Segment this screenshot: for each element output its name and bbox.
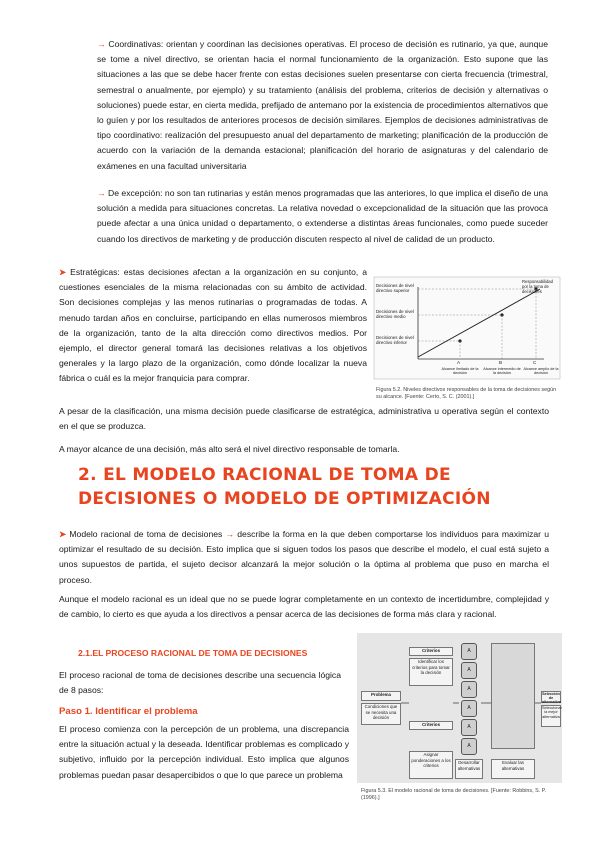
modelo-text: describe la forma en la que deben comportarse los individuos para maximizar u optimizar el resultado de su decisión. Esto implica que si siguen todos los pasos que describe el modelo, el cual está sujeto a unos supuestos de partida, el sujeto decisor alcanzará la mejor solución o la óptima al problema que puso en marcha el proceso. (59, 529, 549, 585)
figure-caption: Figura 5.2. Niveles directivos responsables de la toma de decisiones según su alcance. [Fuente: Certo, S. C. (2001).] (376, 387, 557, 400)
modelo-paragraph (59, 527, 549, 588)
arrow-icon: → (97, 188, 106, 198)
alternative-a5: A (461, 719, 477, 736)
desarrollar-box: Desarrollar alternativas (455, 759, 483, 779)
excepcion-text: no son tan rutinarias y están menos programadas que las anteriores, lo que implica el diseño de una solución a medida para situaciones concretas. La relativa novedad o excepcionalidad de la situación que las provoca puede afectar a una única unidad o departamento, o extenderse a distintas áreas funcionales, como puede suceder cuando los directivos de marketing y de producción discuten respecto al nivel de calidad de un producto. (97, 188, 548, 244)
label-point-b: B (499, 360, 503, 365)
arrow-icon: → (97, 39, 106, 49)
label-responsabilidad: Responsabilidad por la toma de decisiones (522, 279, 553, 294)
label-alcance-a: Alcance limitado de la decisión (441, 367, 479, 376)
excepcion-label: De excepción: (108, 188, 163, 198)
label-alcance-c: Alcance amplio de la decisión (523, 367, 559, 376)
paragraph-clasificacion (59, 404, 549, 434)
modelo-label: Modelo racional de toma de decisiones (69, 529, 223, 539)
estrategicas-text: estas decisiones afectan a la organización en su conjunto, a cuestiones esenciales de la misma relacionadas con su ámbito de actividad. Son decisiones complejas y las menos rutinarias o programadas de todas. A menudo tardan años en concluirse, participando en ellas numerosos miembros de la organización, tanto de la alta dirección como directivos medios. Por ejemplo, el director general tomará las decisiones relativas a los objetivos generales y la largo plazo de la organización, como dónde localizar la nueva fábrica o cuál es la mejor franquicia para comprar. (59, 267, 367, 384)
para5-text: El proceso comienza con la percepción de un problema, una discrepancia entre la situación actual y la deseada. Identificar problemas es complicado y subjetivo, influido por la percepción individual. Esto implica que algunos problemas puedan pasar desapercibidos o que lo que parece un problema (59, 724, 349, 780)
evaluar-box: Evaluar las alternativas (491, 759, 535, 779)
paragraph-alcance (59, 442, 549, 457)
para4-text: El proceso racional de toma de decisiones describe una secuencia lógica de 8 pasos: (59, 670, 341, 696)
alternative-a1: A (461, 643, 477, 660)
para3-text: Aunque el modelo racional es un ideal que no se puede lograr completamente en un contexto de incertidumbre, complejidad y de cambio, lo cierto es que ayuda a los directivos a pensar acerca de las decisiones de forma más clara y racional. (59, 594, 549, 620)
triangle-bullet-icon: ➤ (59, 267, 67, 277)
label-superior: Decisiones de nivel directivo superior (376, 283, 414, 293)
seleccion-box: Selección de alternativa (542, 692, 561, 704)
paragraph-paso1 (59, 722, 349, 783)
label-point-a: A (457, 360, 461, 365)
subsection-title: 2.1.EL PROCESO RACIONAL DE TOMA DE DECISIONES (78, 648, 308, 658)
label-inferior: Decisiones de nivel directivo inferior (376, 335, 414, 345)
estrategicas-label: Estratégicas: (70, 267, 120, 277)
criterios2-box: Criterios (409, 721, 453, 730)
paragraph-aunque (59, 592, 549, 622)
para2-text: A mayor alcance de una decisión, más alto será el nivel directivo responsable de tomarla. (59, 444, 400, 454)
arrow-icon: → (225, 529, 235, 539)
figure-rational-model (357, 633, 562, 803)
figure-caption: Figura 5.3. El modelo racional de toma de decisiones. [Fuente: Robbins, S. P. (1996).] (361, 788, 547, 801)
para1-text: A pesar de la clasificación, una misma decisión puede clasificarse de estratégica, administrativa u operativa según el contexto en el que se produzca. (59, 406, 549, 432)
coordinativas-text: orientan y coordinan las decisiones operativas. El proceso de decisión es rutinario, ya que, aunque se tome a nivel directivo, se orientan hacia el normal funcionamiento de la organización. Esto supone que las situaciones a las que se debe hacer frente con estas decisiones suelen presentarse con cierta frecuencia (trimestral, semestral o anualmente, por ejemplo) y su tratamiento (análisis del problema, criterios de decisión y alternativas o soluciones) puede estar, en cierta medida, prefijado de antemano por la existencia de procedimientos alternativos que lo guíen y por los resultados de anteriores procesos de decisión similares. Ejemplos de decisiones administrativas de tipo coordinativo: realización del presupuesto anual del departamento de marketing; planificación de la producción de acuerdo con la variación de la demanda estacional; planificación del horario de asignaturas y del calendario de exámenes en una facultad universitaria (97, 39, 548, 171)
label-medio: Decisiones de nivel directivo medio (376, 309, 414, 319)
seleccionar-box: Seleccionar la mejor alternativa (541, 705, 561, 727)
coordinativas-label: Coordinativas: (108, 39, 164, 49)
label-alcance-b: Alcance intermedio de la decisión (483, 367, 521, 376)
coordinativas-paragraph (97, 37, 548, 174)
triangle-bullet-icon: ➤ (59, 529, 67, 539)
alternative-a4: A (461, 700, 477, 717)
estrategicas-paragraph (59, 265, 367, 387)
condiciones-box: Condiciones que se necesita una decisión (361, 703, 401, 725)
alternative-a6: A (461, 738, 477, 755)
asignar-box: Asignar ponderaciones a los criterios (409, 751, 453, 779)
section-title: 2. EL MODELO RACIONAL DE TOMA DE DECISIONES O MODELO DE OPTIMIZACIÓN (78, 465, 491, 509)
label-point-c: C (533, 360, 537, 365)
identificar-box: Identificar los criterios para tomar la decisión (409, 658, 453, 686)
paso1-title: Paso 1. Identificar el problema (59, 706, 198, 717)
paragraph-secuencia (59, 668, 341, 698)
figure-decision-levels (372, 275, 562, 405)
alternative-a2: A (461, 662, 477, 679)
criterios-box: Criterios (409, 647, 453, 656)
alternative-a3: A (461, 681, 477, 698)
evaluation-matrix (491, 643, 535, 749)
excepcion-paragraph (97, 186, 548, 247)
problema-box: Problema (361, 691, 401, 701)
